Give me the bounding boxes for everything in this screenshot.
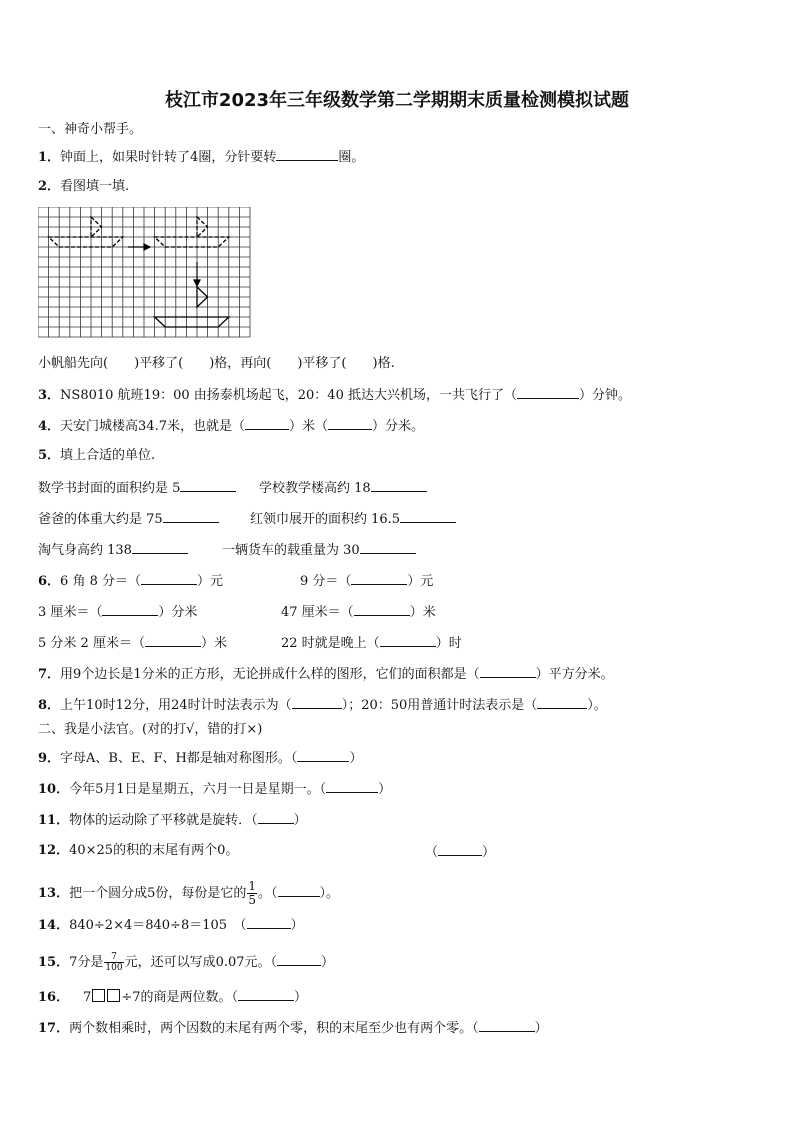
question-text: ）分米。 <box>372 419 425 434</box>
question-10: 10．今年5月1日是星期五，六月一日是星期一。（ ） <box>38 782 392 797</box>
question-text: 填上合适的单位. <box>60 448 156 463</box>
question-text: ）；20：50用普通计时法表示是（ <box>341 698 538 713</box>
answer-blank[interactable] <box>258 811 294 824</box>
question-text: 用9个边长是1分米的正方形，无论拼成什么样的图形，它们的面积都是（ <box>60 667 480 682</box>
question-text: ）平方分米。 <box>535 667 614 682</box>
question-number: 6． <box>38 574 61 589</box>
answer-blank[interactable] <box>276 148 338 161</box>
unit-item: 红领巾展开的面积约 16.5 <box>250 510 456 528</box>
answer-blank[interactable] <box>278 884 320 897</box>
question-number: 8． <box>38 698 61 713</box>
answer-blank[interactable] <box>351 572 407 585</box>
question-text: 钟面上，如果时针转了4圈，分针要转 <box>60 150 277 165</box>
page-title: 枝江市2023年三年级数学第二学期期末质量检测模拟试题 <box>164 90 630 111</box>
answer-blank[interactable] <box>371 479 427 492</box>
question-text: ）米（ <box>289 419 329 434</box>
conversion-item: 22 时就是晚上（ ）时 <box>281 636 462 651</box>
question-number: 16． <box>38 990 70 1005</box>
question-number: 17． <box>38 1021 70 1036</box>
digit-box <box>92 989 105 1002</box>
conversion-item: 47 厘米＝（ ）米 <box>281 605 436 620</box>
answer-blank[interactable] <box>277 953 321 966</box>
answer-blank[interactable] <box>517 386 579 399</box>
question-7 <box>38 665 614 683</box>
question-16: 16． 7 ÷7的商是两位数。（ ） <box>38 990 308 1005</box>
question-number: 4． <box>38 419 61 434</box>
question-number: 14． <box>38 918 70 933</box>
question-2 <box>38 179 129 195</box>
translation-arrows <box>128 244 200 286</box>
answer-blank[interactable] <box>480 665 536 678</box>
answer-blank[interactable] <box>354 603 410 616</box>
unit-item: 淘气身高约 138 <box>38 541 188 559</box>
digit-box <box>107 989 120 1002</box>
question-text: 上午10时12分，用24时计时法表示为（ <box>60 698 292 713</box>
answer-blank[interactable] <box>102 603 158 616</box>
question-text: NS8010 航班19：00 由扬泰机场起飞，20：40 抵达大兴机场，一共飞行了（ <box>60 388 517 403</box>
answer-blank[interactable] <box>238 988 294 1001</box>
question-number: 7． <box>38 667 61 682</box>
conversion-item: 6．6 角 8 分＝（ ）元 <box>38 574 224 589</box>
sailboat-middle-dashed <box>155 217 229 247</box>
unit-item: 爸爸的体重大约是 75 <box>38 510 219 528</box>
unit-item: 数学书封面的面积约是 5 <box>38 479 236 497</box>
question-text: 圈。 <box>338 150 365 165</box>
question-8 <box>38 696 607 714</box>
sailboat-left-dashed <box>49 217 123 247</box>
answer-blank[interactable] <box>132 541 188 554</box>
question-5 <box>38 448 155 464</box>
answer-blank[interactable] <box>438 843 482 856</box>
question-text: ）。 <box>587 698 607 713</box>
answer-blank[interactable] <box>326 780 378 793</box>
question-4 <box>38 417 424 435</box>
question-number: 12． <box>38 843 70 858</box>
answer-blank[interactable] <box>297 749 349 762</box>
question-text: ）分钟。 <box>578 388 631 403</box>
question-number: 10． <box>38 782 70 797</box>
question-text: 看图填一填. <box>60 179 130 194</box>
question-15: 15．7分是 $\frac{7}{100}$ 元，还可以写成0.07元。（ ） <box>38 952 335 973</box>
unit-item: 学校教学楼高约 18 <box>259 479 427 497</box>
question-14: 14．840÷2×4＝840÷8＝105 （ ） <box>38 918 304 933</box>
answer-blank[interactable] <box>328 417 372 430</box>
question-number: 15． <box>38 955 70 970</box>
question-number: 1． <box>38 150 61 165</box>
question-12: 12．40×25的积的末尾有两个0。 <box>38 843 239 858</box>
answer-blank[interactable] <box>400 510 456 523</box>
question-9: 9．字母A、B、E、F、H都是轴对称图形。（ ） <box>38 751 363 766</box>
conversion-item: 3 厘米＝（ ）分米 <box>38 605 198 620</box>
answer-blank[interactable] <box>380 634 436 647</box>
section-2-heading: 二、我是小法官。(对的打√，错的打×) <box>38 722 263 737</box>
answer-blank[interactable] <box>163 510 219 523</box>
question-text: 天安门城楼高34.7米，也就是（ <box>60 419 245 434</box>
unit-item: 一辆货车的载重量为 30 <box>222 541 416 559</box>
answer-blank[interactable] <box>292 696 342 709</box>
question-2-fill: 小帆船先向( )平移了( )格，再向( )平移了( )格. <box>38 356 395 371</box>
answer-blank[interactable] <box>145 634 201 647</box>
question-1 <box>38 148 364 166</box>
conversion-item: 9 分＝（ ）元 <box>300 574 434 589</box>
question-number: 5． <box>38 448 61 463</box>
answer-blank[interactable] <box>537 696 587 709</box>
section-1-heading: 一、神奇小帮手。 <box>38 122 143 137</box>
answer-blank[interactable] <box>479 1019 535 1032</box>
answer-blank[interactable] <box>247 916 291 929</box>
question-number: 13． <box>38 886 70 901</box>
answer-blank[interactable] <box>245 417 289 430</box>
question-number: 2． <box>38 179 61 194</box>
question-3 <box>38 386 631 404</box>
answer-blank[interactable] <box>180 479 236 492</box>
question-number: 11． <box>38 813 70 828</box>
sailboat-grid-figure <box>38 207 252 339</box>
question-number: 3． <box>38 388 61 403</box>
question-12-answer: （ ） <box>425 845 496 860</box>
answer-blank[interactable] <box>360 541 416 554</box>
question-number: 9． <box>38 751 61 766</box>
question-13: 13．把一个圆分成5份，每份是它的 $\frac{1}{5}$ 。（ ）。 <box>38 879 340 907</box>
answer-blank[interactable] <box>141 572 197 585</box>
question-11: 11．物体的运动除了平移就是旋转．（ ） <box>38 813 307 828</box>
question-17: 17．两个数相乘时，两个因数的末尾有两个零，积的末尾至少也有两个零。（ ） <box>38 1021 548 1036</box>
fraction: $\frac{7}{100}$ <box>105 952 123 973</box>
conversion-item: 5 分米 2 厘米＝（ ）米 <box>38 636 227 651</box>
fraction: $\frac{1}{5}$ <box>248 879 257 907</box>
